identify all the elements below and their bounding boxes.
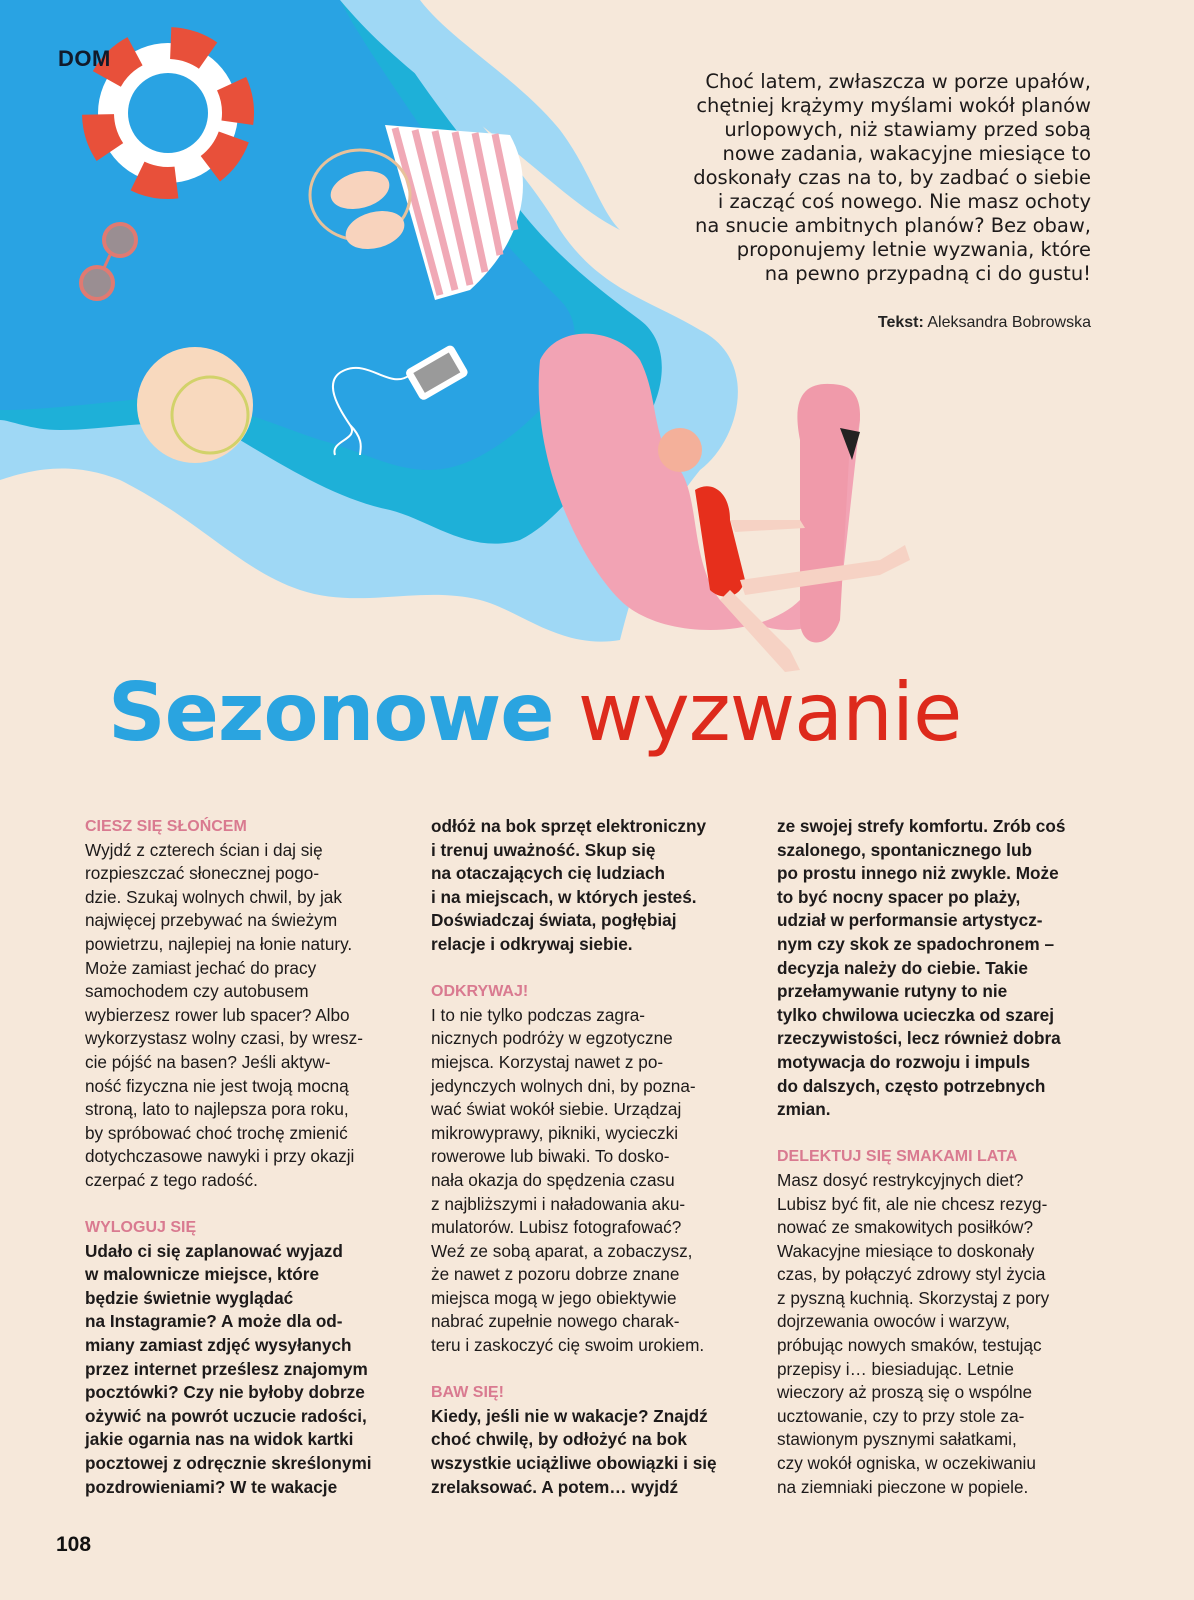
text-line: w malownicze miejsce, które [85, 1264, 320, 1285]
text-line: do dalszych, często potrzebnych [777, 1075, 1046, 1096]
text-line: dojrzewania owoców i warzyw, [777, 1311, 1011, 1332]
text-line: przełamywanie rutyny to nie [777, 981, 1008, 1002]
section-text [431, 1004, 751, 1358]
text-line: na ziemniaki pieczone w popiele. [777, 1476, 1029, 1497]
text-line: wszystkie uciążliwe obowiązki i się [431, 1453, 717, 1474]
text-line: choć chwilę, by odłożyć na bok [431, 1429, 687, 1450]
intro-line: i zacząć coś nowego. Nie masz ochoty [717, 190, 1091, 213]
text-line: cie pójść na basen? Jeśli aktyw- [85, 1051, 331, 1072]
text-line: zmian. [777, 1099, 831, 1120]
text-line: motywacja do rozwoju i impuls [777, 1051, 1031, 1072]
text-line: tylko chwilowa ucieczka od szarej [777, 1004, 1055, 1025]
intro-line: nowe zadania, wakacyjne miesiące to [722, 142, 1091, 165]
text-line: Wakacyjne miesiące to doskonały [777, 1240, 1035, 1261]
text-line: zrelaksować. A potem… wyjdź [431, 1476, 679, 1497]
text-line: z najbliższymi i naładowania aku- [431, 1193, 686, 1214]
text-line: mulatorów. Lubisz fotografować? [431, 1217, 682, 1238]
text-line: pocztowej z odręcznie skreślonymi [85, 1453, 372, 1474]
intro-paragraph [571, 70, 1091, 286]
text-line: relacje i odkrywaj siebie. [431, 933, 633, 954]
section-text [777, 815, 1097, 1122]
text-line: Doświadczaj świata, pogłębiaj [431, 910, 677, 931]
text-line: przepisy i… biesiadując. Letnie [777, 1358, 1014, 1379]
column-3 [777, 815, 1097, 1499]
text-line: nicznych podróży w egzotyczne [431, 1028, 673, 1049]
sun-hat-icon [137, 347, 253, 463]
intro-line: Choć latem, zwłaszcza w porze upałów, [705, 70, 1091, 93]
text-line: miany zamiast zdjęć wysyłanych [85, 1335, 352, 1356]
text-line: decyzja należy do ciebie. Takie [777, 957, 1028, 978]
text-line: stroną, lato to najlepsza pora roku, [85, 1099, 349, 1120]
text-line: Wyjdź z czterech ścian i daj się [85, 839, 323, 860]
text-line: dzie. Szukaj wolnych chwil, by jak [85, 886, 342, 907]
text-line: Udało ci się zaplanować wyjazd [85, 1240, 343, 1261]
text-line: nabrać zupełnie nowego charak- [431, 1311, 680, 1332]
text-line: ucztowanie, czy to przy stole za- [777, 1405, 1025, 1426]
page-number: 108 [56, 1533, 92, 1556]
intro-line: doskonały czas na to, by zadbać o siebie [693, 166, 1091, 189]
text-line: wybierzesz rower lub spacer? Albo [85, 1004, 350, 1025]
text-line: szalonego, spontanicznego lub [777, 839, 1032, 860]
text-line: ożywić na powrót uczucie radości, [85, 1405, 367, 1426]
text-line: jakie ogarnia nas na widok kartki [85, 1429, 354, 1450]
text-line: pocztówki? Czy nie byłoby dobrze [85, 1382, 365, 1403]
text-line: ze swojej strefy komfortu. Zrób coś [777, 816, 1066, 836]
section-text [85, 1240, 405, 1500]
text-line: Może zamiast jechać do pracy [85, 957, 317, 978]
intro-line: urlopowych, niż stawiamy przed sobą [724, 118, 1091, 141]
text-line: wieczory aż proszą się o wspólne [777, 1382, 1033, 1403]
section-tag: DOM [58, 46, 111, 71]
text-line: i na miejscach, w których jesteś. [431, 886, 697, 907]
intro-line: proponujemy letnie wyzwania, które [736, 238, 1091, 261]
text-line: czy wokół ogniska, w oczekiwaniu [777, 1453, 1036, 1474]
text-line: wykorzystasz wolny czasi, by wresz- [85, 1028, 363, 1049]
text-line: rozpieszczać słonecznej pogo- [85, 863, 320, 884]
text-line: nym czy skok ze spadochronem – [777, 933, 1055, 954]
text-line: czas, by połączyć zdrowy styl życia [777, 1264, 1046, 1285]
text-line: i trenuj uważność. Skup się [431, 839, 656, 860]
section-heading: CIESZ SIĘ SŁOŃCEM [85, 818, 247, 835]
text-line: że nawet z pozoru dobrze znane [431, 1264, 680, 1285]
text-line: ność fizyczna nie jest twoją mocną [85, 1075, 349, 1096]
title-word-1: Sezonowe [108, 666, 554, 759]
text-line: z pyszną kuchnią. Skorzystaj z pory [777, 1287, 1050, 1308]
text-line: by spróbować choć trochę zmienić [85, 1122, 348, 1143]
text-line: najwięcej przebywać na świeżym [85, 910, 338, 931]
text-line: rowerowe lub biwaki. To dosko- [431, 1146, 670, 1167]
text-line: teru i zaskoczyć cię swoim urokiem. [431, 1335, 705, 1356]
section-heading: DELEKTUJ SIĘ SMAKAMI LATA [777, 1148, 1018, 1166]
text-line: wać świat wokół siebie. Urządzaj [431, 1099, 682, 1120]
text-line: stawionym pysznymi sałatkami, [777, 1429, 1017, 1450]
text-line: nować ze smakowitych posiłków? [777, 1217, 1034, 1238]
byline-label: Tekst: [877, 314, 924, 331]
text-line: odłóż na bok sprzęt elektroniczny [431, 816, 707, 836]
text-line: Weź ze sobą aparat, a zobaczysz, [431, 1240, 693, 1261]
column-2 [431, 815, 751, 1499]
section-heading: ODKRYWAJ! [431, 983, 529, 1001]
text-line: nała okazja do spędzenia czasu [431, 1169, 675, 1190]
page-title [108, 665, 961, 761]
text-line: rzeczywistości, lecz również dobra [777, 1028, 1061, 1049]
text-line: po prostu innego niż zwykle. Może [777, 863, 1059, 884]
section-text [777, 1169, 1097, 1499]
text-line: będzie świetnie wyglądać [85, 1287, 294, 1308]
text-line: Masz dosyć restrykcyjnych diet? [777, 1169, 1024, 1190]
text-line: Kiedy, jeśli nie w wakacje? Znajdź [431, 1405, 708, 1426]
text-line: miejsca mogą w jego obiektywie [431, 1287, 677, 1308]
text-line: samochodem czy autobusem [85, 981, 309, 1002]
text-line: mikrowyprawy, pikniki, wycieczki [431, 1122, 679, 1143]
text-line: jedynczych wolnych dni, by pozna- [431, 1075, 696, 1096]
byline-author: Aleksandra Bobrowska [927, 314, 1091, 331]
text-line: na otaczających cię ludziach [431, 863, 666, 884]
text-line: próbując nowych smaków, testując [777, 1335, 1042, 1356]
section-text [431, 815, 751, 957]
text-line: na Instagramie? A może dla od- [85, 1311, 343, 1332]
text-line: dotychczasowe nawyki i przy okazji [85, 1146, 355, 1167]
section-text [85, 839, 405, 1193]
text-line: powietrzu, najlepiej na łonie natury. [85, 933, 353, 954]
section-heading: WYLOGUJ SIĘ [85, 1219, 197, 1237]
section-heading: BAW SIĘ! [431, 1384, 504, 1402]
byline [878, 314, 1091, 332]
text-line: to być nocny spacer po plaży, [777, 886, 1021, 907]
intro-line: na snucie ambitnych planów? Bez obaw, [694, 214, 1091, 237]
section-text [431, 1405, 751, 1499]
intro-line: na pewno przypadną ci do gustu! [764, 262, 1091, 285]
title-word-2: wyzwanie [577, 666, 962, 759]
text-line: udział w performansie artystycz- [777, 910, 1043, 931]
text-line: czerpać z tego radość. [85, 1169, 258, 1190]
text-line: przez internet prześlesz znajomym [85, 1358, 368, 1379]
intro-line: chętniej krążymy myślami wokół planów [696, 94, 1091, 117]
article-body [85, 815, 1095, 1515]
text-line: miejsca. Korzystaj nawet z po- [431, 1051, 664, 1072]
column-1 [85, 815, 405, 1499]
text-line: Lubisz być fit, ale nie chcesz rezyg- [777, 1193, 1048, 1214]
text-line: pozdrowieniami? W te wakacje [85, 1476, 338, 1497]
text-line: I to nie tylko podczas zagra- [431, 1004, 645, 1025]
